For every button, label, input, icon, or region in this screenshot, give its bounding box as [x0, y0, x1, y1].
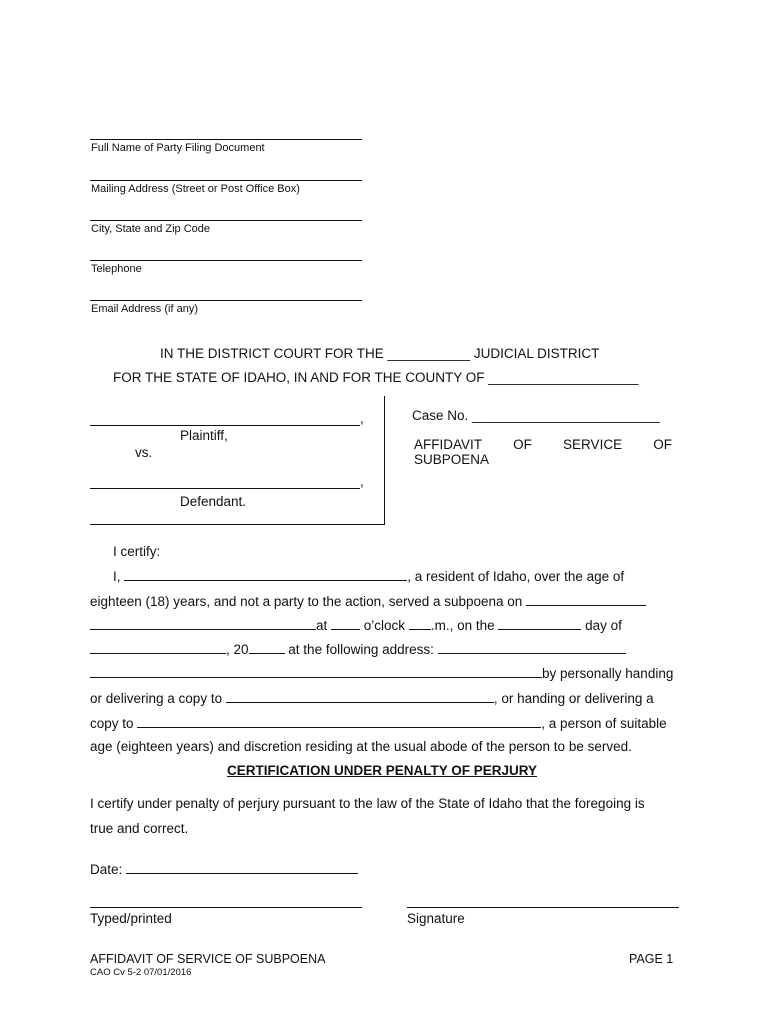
recipient-continued-blank[interactable]	[90, 617, 316, 630]
footer-title: AFFIDAVIT OF SERVICE OF SUBPOENA	[90, 952, 326, 966]
case-number-blank[interactable]: _________________________	[472, 408, 660, 423]
caption-divider	[384, 396, 385, 525]
court-heading-line2	[113, 370, 638, 385]
date-label: Date:	[90, 862, 123, 877]
body-line-4	[90, 641, 626, 657]
body-line-3	[90, 617, 622, 633]
body-line-1	[113, 568, 624, 584]
court-line1-prefix: IN THE DISTRICT COURT FOR THE	[160, 346, 384, 361]
case-number-field	[412, 408, 660, 423]
signature-label: Signature	[407, 911, 465, 926]
plaintiff-comma: ,	[360, 411, 364, 426]
caption-bottom-rule	[90, 524, 384, 525]
mailing-address-line[interactable]	[90, 180, 362, 181]
date-blank[interactable]	[126, 861, 358, 874]
defendant-name-line[interactable]	[90, 488, 360, 489]
am-pm-blank[interactable]	[409, 617, 431, 630]
certification-text-line2: true and correct.	[90, 821, 189, 836]
defendant-label: Defendant.	[180, 494, 247, 509]
court-heading-line1	[160, 346, 599, 361]
body-l4-b: at the following address:	[288, 642, 434, 657]
date-field	[90, 861, 358, 877]
year-blank[interactable]	[249, 641, 285, 654]
certification-heading: CERTIFICATION UNDER PENALTY OF PERJURY	[227, 763, 538, 778]
body-line-2	[90, 593, 646, 609]
body-l1-b: , a resident of Idaho, over the age of	[407, 569, 625, 584]
document-title-line1	[414, 437, 672, 452]
server-name-blank[interactable]	[124, 568, 407, 581]
telephone-line[interactable]	[90, 260, 362, 261]
typed-name-line[interactable]	[90, 907, 362, 908]
body-l6-a: or delivering a copy to	[90, 691, 223, 706]
doc-title-word-1: AFFIDAVIT	[414, 437, 483, 452]
plaintiff-label: Plaintiff,	[180, 428, 228, 443]
body-line-5	[90, 665, 673, 681]
delivered-to-blank[interactable]	[226, 690, 494, 703]
certification-text-line1: I certify under penalty of perjury pursuant to the law of the State of Idaho that the foregoing is	[90, 796, 645, 811]
month-blank[interactable]	[90, 641, 226, 654]
mailing-address-label: Mailing Address (Street or Post Office Box)	[91, 183, 300, 195]
city-state-zip-line[interactable]	[90, 220, 362, 221]
signature-line[interactable]	[407, 907, 679, 908]
i-certify: I certify:	[113, 544, 161, 559]
vs-label: vs.	[135, 445, 153, 460]
body-l1-a: I,	[113, 569, 121, 584]
document-title-line2: SUBPOENA	[414, 452, 490, 467]
day-blank[interactable]	[498, 617, 581, 630]
body-l7-b: , a person of suitable	[541, 716, 667, 731]
body-l3-a: at	[316, 618, 328, 633]
doc-title-word-2: OF	[513, 437, 532, 452]
body-line-7	[90, 715, 667, 731]
full-name-label: Full Name of Party Filing Document	[91, 142, 265, 154]
address-blank[interactable]	[438, 641, 626, 654]
plaintiff-name-line[interactable]	[90, 425, 360, 426]
body-l7-a: copy to	[90, 716, 134, 731]
case-number-label: Case No.	[412, 408, 469, 423]
body-l5-a: by personally handing	[542, 666, 674, 681]
body-l3-c: .m., on the	[430, 618, 495, 633]
hour-blank[interactable]	[331, 617, 360, 630]
city-state-zip-label: City, State and Zip Code	[91, 223, 211, 235]
judicial-district-blank[interactable]: ___________	[387, 346, 471, 361]
doc-title-word-4: OF	[653, 437, 672, 452]
full-name-line[interactable]	[90, 139, 362, 140]
defendant-comma: ,	[360, 474, 364, 489]
email-line[interactable]	[90, 300, 362, 301]
county-blank[interactable]: ____________________	[488, 370, 639, 385]
copy-to-blank[interactable]	[137, 715, 541, 728]
footer-form-code: CAO Cv 5-2 07/01/2016	[90, 967, 192, 978]
body-l4-a: , 20	[226, 642, 249, 657]
footer-page-number: PAGE 1	[629, 952, 674, 966]
body-l6-b: , or handing or delivering a	[493, 691, 654, 706]
address-continued-blank[interactable]	[90, 665, 542, 678]
telephone-label: Telephone	[91, 263, 142, 275]
body-l2-a: eighteen (18) years, and not a party to the action, served a subpoena on	[90, 594, 523, 609]
court-line2-prefix: FOR THE STATE OF IDAHO, IN AND FOR THE COUNTY OF	[113, 370, 485, 385]
body-line-6	[90, 690, 654, 706]
body-l3-b: o’clock	[363, 618, 406, 633]
subpoena-recipient-blank[interactable]	[526, 593, 646, 606]
doc-title-word-3: SERVICE	[563, 437, 623, 452]
email-label: Email Address (if any)	[91, 303, 198, 315]
court-line1-suffix: JUDICIAL DISTRICT	[473, 346, 600, 361]
typed-printed-label: Typed/printed	[90, 911, 172, 926]
body-l3-d: day of	[585, 618, 622, 633]
body-line-8: age (eighteen years) and discretion residing at the usual abode of the person to be served.	[90, 739, 632, 754]
